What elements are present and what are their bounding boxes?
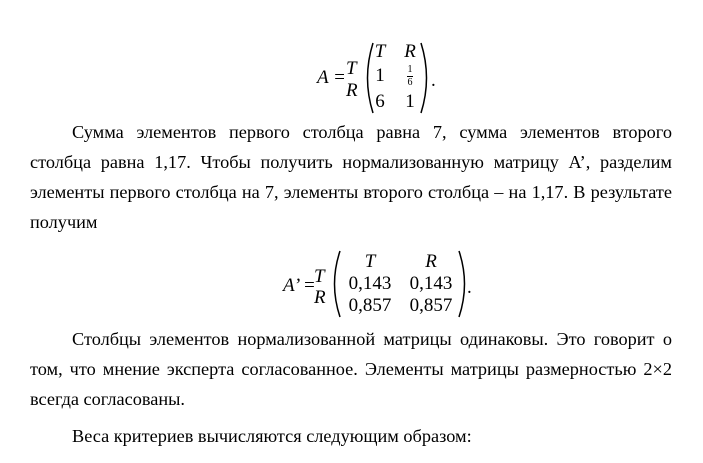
paragraph-normalization: Сумма элементов первого столбца равна 7, сумма элементов второго столбца равна 1,17. Чтобы получить нормализованную матрицу A’, разделим элементы первого столбца на 7, элементы второго столбца – на 1,17. В результате получим (30, 122, 672, 232)
formula1-cell-1-1: 1 (375, 65, 385, 86)
formula2-col-header-t: T (364, 251, 376, 272)
paragraph-consistency: Столбцы элементов нормализованной матрицы одинаковы. Это говорит о том, что мнение эксперта согласованное. Элементы матрицы размерностью 2×2 всегда согласованы. (30, 329, 672, 409)
fraction-numerator: 1 (407, 64, 413, 75)
formula2-lhs: A’ = (283, 275, 316, 296)
formula2-row-label-t: T (314, 266, 325, 287)
formula2-col-header-r: R (425, 251, 437, 272)
formula2-trailing-period: . (467, 277, 472, 298)
formula2-cell-2-2: 0,857 (409, 295, 453, 316)
fraction-denominator: 6 (407, 77, 413, 88)
formula2-cell-1-1: 0,143 (348, 273, 392, 294)
formula2-cell-2-1: 0,857 (348, 295, 392, 316)
formula1-row-label-r: R (346, 80, 358, 101)
paragraph-criteria-weights: Веса критериев вычисляются следующим образом: (72, 426, 472, 446)
formula2-cell-1-2: 0,143 (409, 273, 453, 294)
formula1-trailing-period: . (431, 70, 436, 91)
formula2-row-label-r: R (314, 287, 326, 308)
formula1-cell-2-2: 1 (405, 91, 415, 112)
formula1-col-header-t: T (374, 41, 386, 62)
formula1-lhs: A = (317, 67, 346, 88)
formula1-cell-2-1: 6 (375, 91, 385, 112)
formula1-row-label-t: T (346, 58, 357, 79)
formula1-col-header-r: R (404, 41, 416, 62)
